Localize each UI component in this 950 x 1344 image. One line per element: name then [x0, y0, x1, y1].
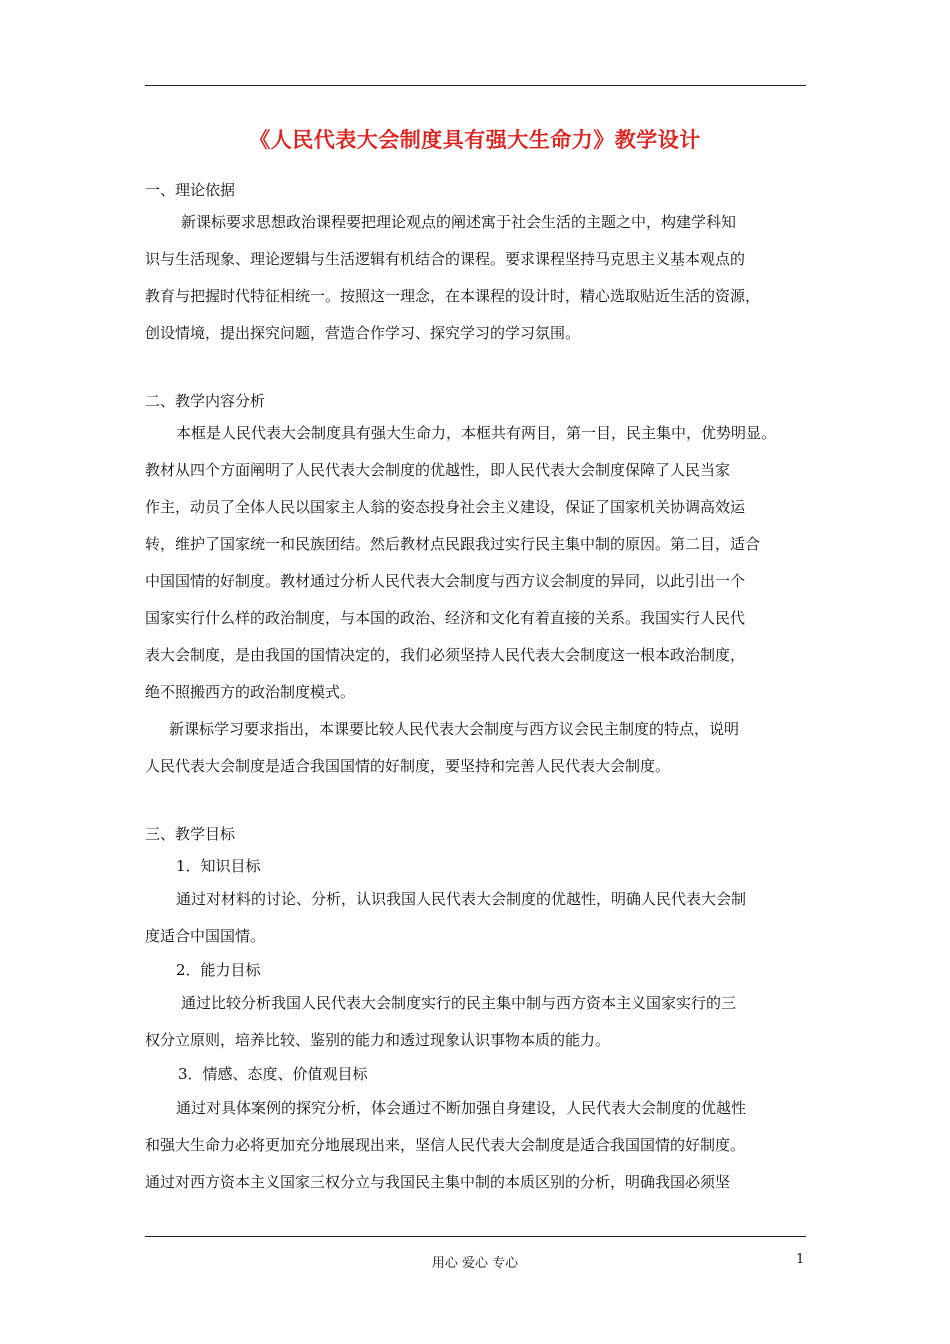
text-line: 作主，动员了全体人民以国家主人翁的姿态投身社会主义建设，保证了国家机关协调高效运	[145, 498, 746, 516]
footer-motto: 用心 爱心 专心	[431, 1256, 519, 1271]
text-line: 通过对材料的讨论、分析，认识我国人民代表大会制度的优越性，明确人民代表大会制	[176, 890, 747, 908]
text-line: 3．情感、态度、价值观目标	[178, 1065, 368, 1083]
text-line: 新课标学习要求指出，本课要比较人民代表大会制度与西方议会民主制度的特点，说明	[169, 720, 740, 738]
text-line: 2．能力目标	[176, 961, 261, 979]
text-line: 三、教学目标	[145, 825, 236, 843]
text-line: 通过比较分析我国人民代表大会制度实行的民主集中制与西方资本主义国家实行的三	[181, 994, 737, 1012]
text-line: 表大会制度，是由我国的国情决定的，我们必须坚持人民代表大会制度这一根本政治制度，	[145, 646, 746, 664]
text-line: 度适合中国国情。	[145, 927, 266, 945]
text-line: 绝不照搬西方的政治制度模式。	[145, 683, 356, 701]
text-line: 转，维护了国家统一和民族团结。然后教材点民跟我过实行民主集中制的原因。第二目，适合	[145, 535, 761, 553]
text-line: 识与生活现象、理论逻辑与生活逻辑有机结合的课程。要求课程坚持马克思主义基本观点的	[145, 250, 746, 268]
text-line: 教材从四个方面阐明了人民代表大会制度的优越性，即人民代表大会制度保障了人民当家	[145, 461, 731, 479]
footer-rule	[145, 1236, 806, 1237]
page-number: 1	[796, 1252, 805, 1267]
text-line: 1．知识目标	[176, 857, 261, 875]
text-line: 通过对具体案例的探究分析，体会通过不断加强自身建设，人民代表大会制度的优越性	[176, 1099, 747, 1117]
text-line: 教育与把握时代特征相统一。按照这一理念，在本课程的设计时，精心选取贴近生活的资源，	[145, 287, 761, 305]
text-line: 通过对西方资本主义国家三权分立与我国民主集中制的本质区别的分析，明确我国必须坚	[145, 1173, 731, 1191]
text-line: 权分立原则，培养比较、鉴别的能力和透过现象认识事物本质的能力。	[145, 1031, 611, 1049]
text-line: 一、理论依据	[145, 181, 236, 199]
document-title: 《人民代表大会制度具有强大生命力》教学设计	[249, 128, 701, 152]
text-line: 中国国情的好制度。教材通过分析人民代表大会制度与西方议会制度的异同，以此引出一个	[145, 572, 746, 590]
text-line: 本框是人民代表大会制度具有强大生命力，本框共有两目，第一目，民主集中，优势明显。	[176, 424, 777, 442]
text-line: 创设情境，提出探究问题，营造合作学习、探究学习的学习氛围。	[145, 324, 581, 342]
text-line: 国家实行什么样的政治制度，与本国的政治、经济和文化有着直接的关系。我国实行人民代	[145, 609, 746, 627]
text-line: 新课标要求思想政治课程要把理论观点的阐述寓于社会生活的主题之中，构建学科知	[181, 213, 737, 231]
text-line: 人民代表大会制度是适合我国国情的好制度，要坚持和完善人民代表大会制度。	[145, 757, 671, 775]
header-rule	[145, 85, 806, 86]
text-line: 和强大生命力必将更加充分地展现出来，坚信人民代表大会制度是适合我国国情的好制度。	[145, 1136, 746, 1154]
text-line: 二、教学内容分析	[145, 392, 266, 410]
